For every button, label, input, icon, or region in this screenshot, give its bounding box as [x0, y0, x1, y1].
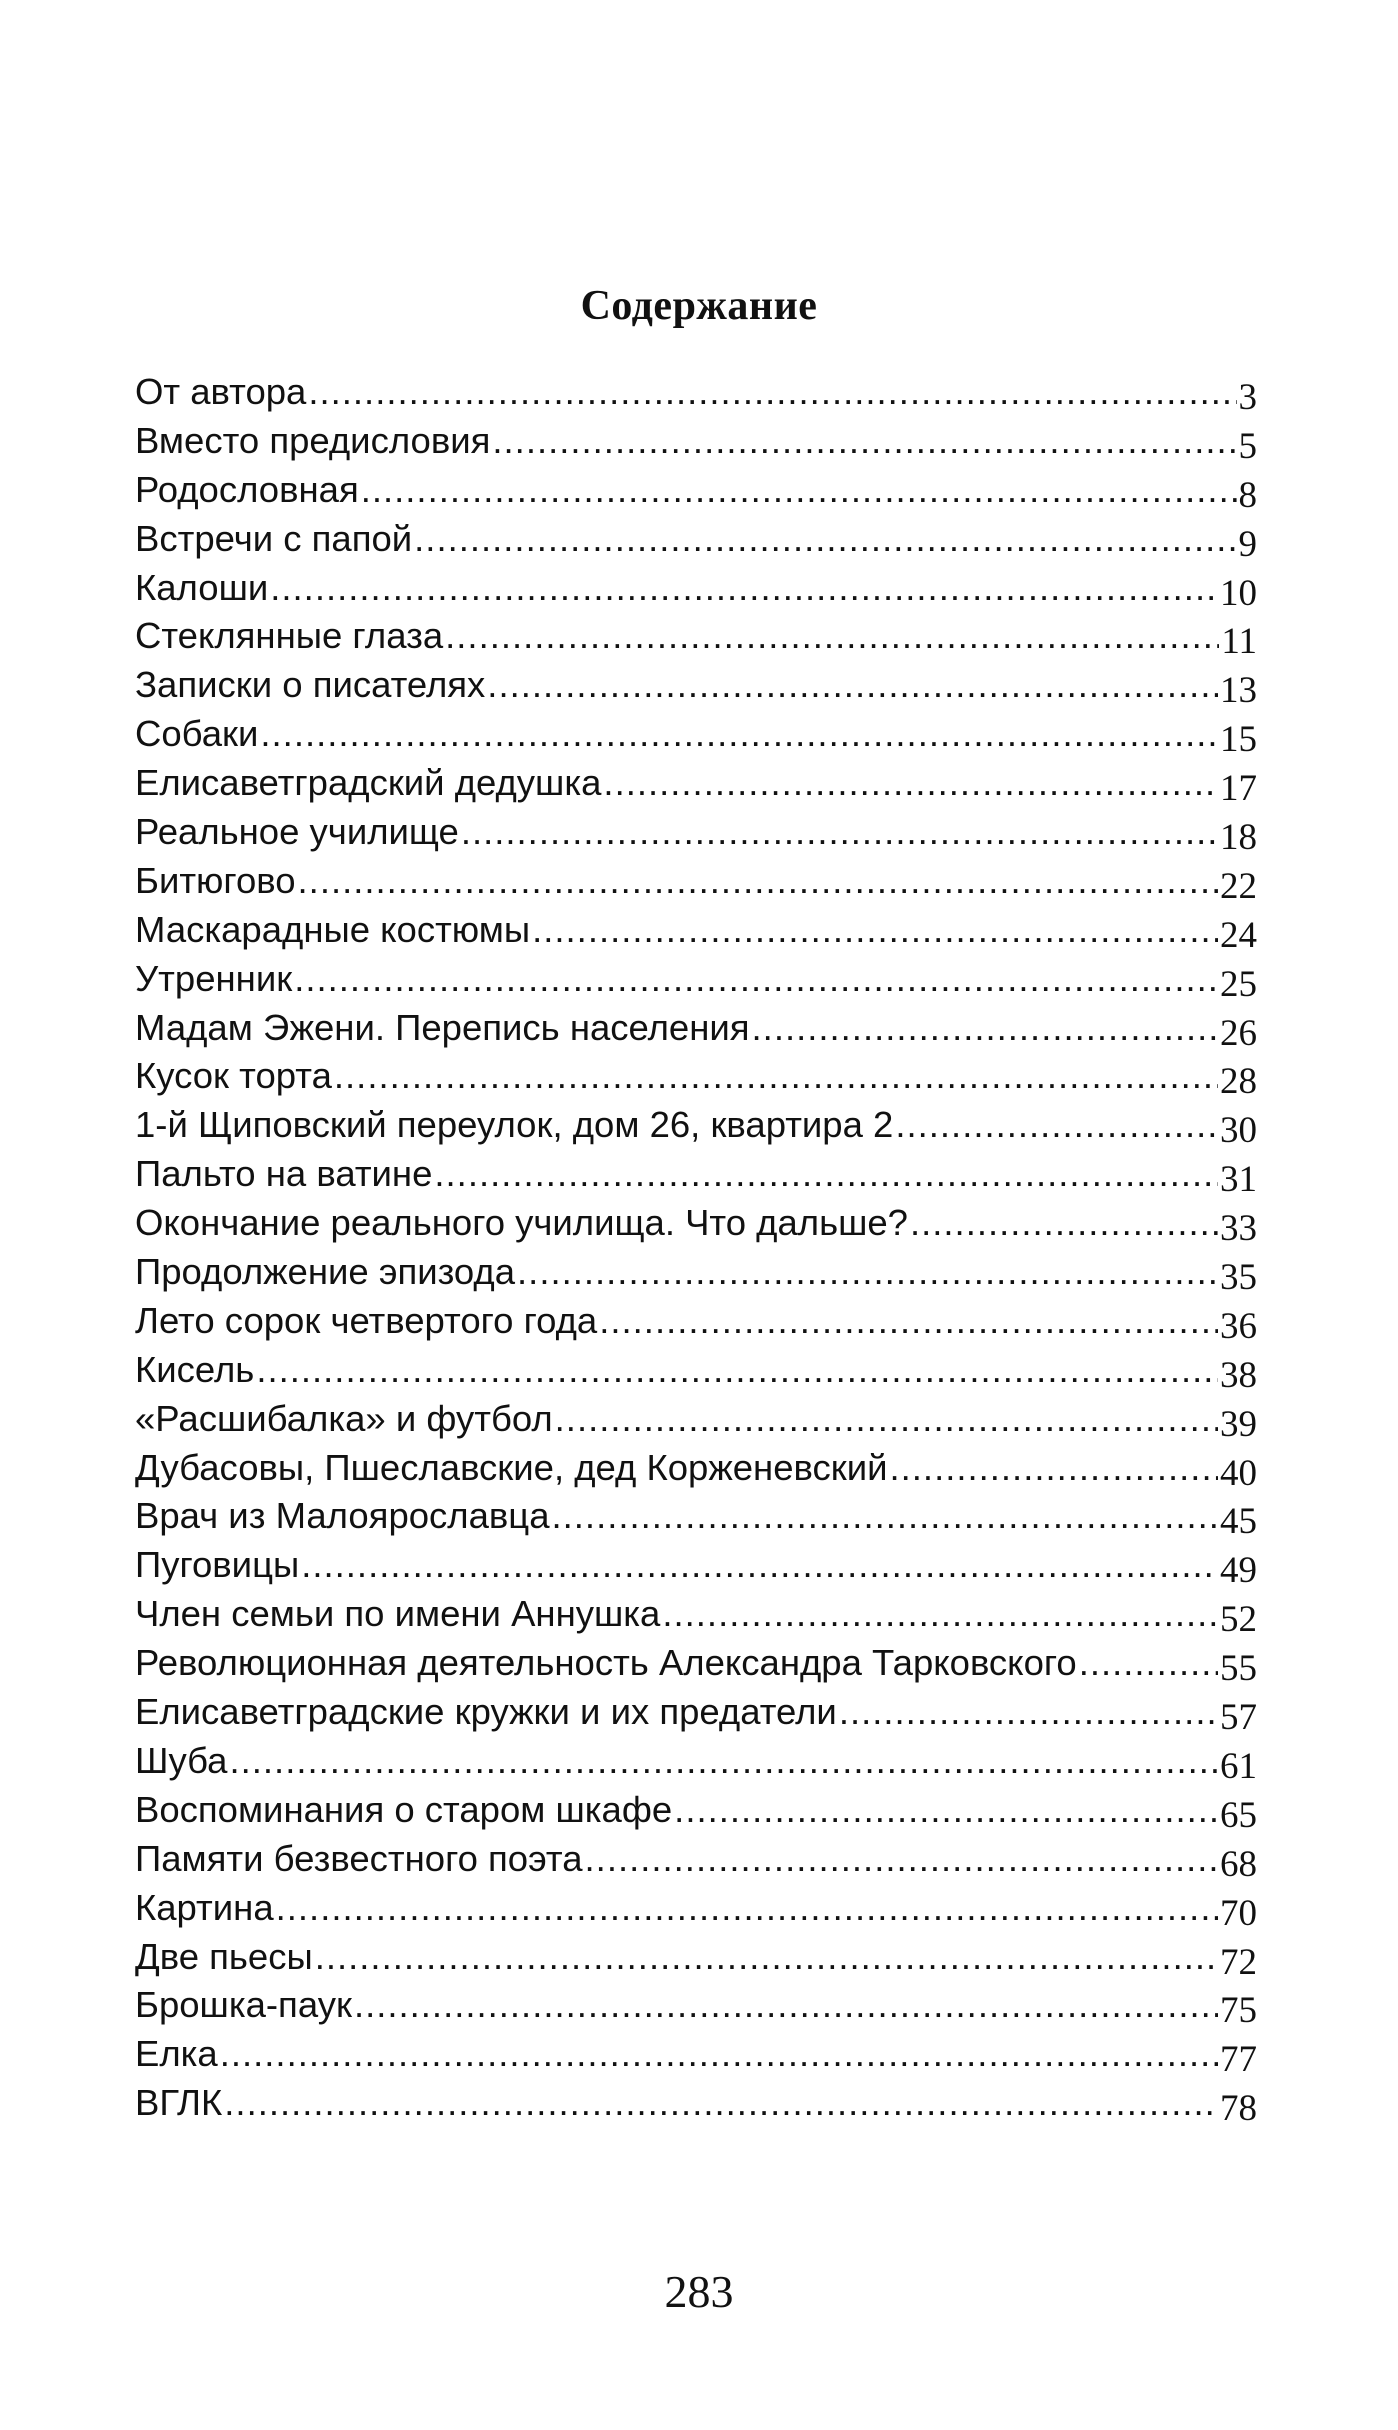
toc-entry-page: 5 — [1238, 425, 1257, 467]
toc-entry-page: 65 — [1220, 1794, 1257, 1836]
toc-entry-title: Член семьи по имени Аннушка — [135, 1593, 661, 1635]
toc-entry-page: 15 — [1220, 719, 1257, 761]
toc-entry-title: «Расшибалка» и футбол — [135, 1397, 553, 1439]
toc-entry — [135, 1639, 1257, 1688]
page-title: Содержание — [580, 283, 818, 329]
dot-leader — [461, 808, 1218, 857]
toc-entry-page: 24 — [1220, 914, 1257, 956]
toc-entry-title: Родословная — [135, 468, 359, 510]
toc-entry-title: 1-й Щиповский переулок, дом 26, квартира 2 — [135, 1104, 894, 1146]
toc-entry — [135, 1346, 1257, 1395]
toc-entry-title: Врач из Малоярославца — [135, 1495, 550, 1537]
toc-entry-page: 52 — [1220, 1599, 1257, 1641]
toc-entry-page: 17 — [1220, 768, 1257, 810]
toc-entry — [135, 1199, 1257, 1248]
dot-leader — [308, 368, 1236, 417]
toc-entry-page: 25 — [1220, 963, 1257, 1005]
toc-entry — [135, 368, 1257, 417]
toc-entry-title: От автора — [135, 371, 307, 412]
dot-leader — [229, 1737, 1218, 1786]
toc-entry — [135, 2030, 1257, 2079]
toc-entry-page: 61 — [1220, 1745, 1257, 1787]
dot-leader — [910, 1199, 1218, 1248]
table-of-contents — [135, 368, 1257, 2128]
toc-entry-page: 38 — [1220, 1354, 1257, 1396]
toc-entry — [135, 1150, 1257, 1199]
toc-entry-page: 36 — [1220, 1305, 1257, 1347]
toc-entry-title: Две пьесы — [135, 1935, 313, 1977]
toc-entry — [135, 857, 1257, 906]
dot-leader — [276, 1884, 1218, 1933]
dot-leader — [270, 564, 1218, 613]
dot-leader — [552, 1492, 1219, 1541]
toc-entry-page: 78 — [1220, 2088, 1257, 2130]
toc-entry-title: Калоши — [135, 566, 269, 608]
dot-leader — [260, 710, 1218, 759]
toc-entry-title: Пуговицы — [135, 1544, 300, 1586]
toc-entry-title: Встречи с папой — [135, 517, 413, 559]
dot-leader — [487, 661, 1218, 710]
dot-leader — [315, 1933, 1218, 1982]
toc-entry-page: 49 — [1220, 1550, 1257, 1592]
dot-leader — [895, 1101, 1218, 1150]
toc-entry-title: Утренник — [135, 957, 293, 999]
toc-entry — [135, 1688, 1257, 1737]
toc-entry-page: 40 — [1220, 1452, 1257, 1494]
dot-leader — [839, 1688, 1218, 1737]
dot-leader — [294, 955, 1218, 1004]
toc-entry — [135, 1884, 1257, 1933]
toc-entry-title: Дубасовы, Пшеславские, дед Корженевский — [135, 1446, 888, 1488]
toc-entry-title: Вместо предисловия — [135, 419, 491, 461]
toc-entry-page: 35 — [1220, 1257, 1257, 1299]
toc-entry-title: Елисаветградские кружки и их предатели — [135, 1691, 837, 1733]
toc-entry-title: Собаки — [135, 713, 259, 755]
toc-entry-page: 39 — [1220, 1403, 1257, 1445]
toc-entry — [135, 1933, 1257, 1982]
toc-entry-page: 22 — [1220, 865, 1257, 907]
toc-entry — [135, 808, 1257, 857]
toc-entry-title: Записки о писателях — [135, 664, 486, 706]
toc-entry-page: 28 — [1220, 1061, 1257, 1103]
dot-leader — [492, 417, 1236, 466]
toc-entry — [135, 1395, 1257, 1444]
dot-leader — [361, 466, 1237, 515]
dot-leader — [603, 759, 1218, 808]
toc-entry — [135, 1297, 1257, 1346]
toc-entry — [135, 1737, 1257, 1786]
toc-entry — [135, 1835, 1257, 1884]
toc-entry-title: Мадам Эжени. Перепись населения — [135, 1006, 750, 1048]
dot-leader — [890, 1444, 1219, 1493]
toc-entry-page: 11 — [1221, 621, 1257, 663]
page-number: 283 — [664, 2266, 734, 2317]
toc-entry — [135, 759, 1257, 808]
toc-entry — [135, 1590, 1257, 1639]
toc-entry-title: Продолжение эпизода — [135, 1251, 516, 1293]
toc-entry-title: Кисель — [135, 1348, 255, 1390]
toc-entry-title: Окончание реального училища. Что дальше? — [135, 1202, 908, 1244]
dot-leader — [298, 857, 1218, 906]
dot-leader — [334, 1052, 1218, 1101]
toc-entry — [135, 1541, 1257, 1590]
dot-leader — [585, 1835, 1218, 1884]
dot-leader — [517, 1248, 1218, 1297]
toc-entry — [135, 417, 1257, 466]
toc-entry — [135, 1004, 1257, 1053]
toc-entry-title: Елка — [135, 2033, 218, 2075]
toc-entry — [135, 1981, 1257, 2030]
dot-leader — [752, 1004, 1218, 1053]
dot-leader — [674, 1786, 1218, 1835]
toc-entry-title: Маскарадные костюмы — [135, 908, 531, 950]
toc-entry-page: 3 — [1238, 377, 1257, 418]
toc-entry — [135, 1786, 1257, 1835]
toc-entry — [135, 955, 1257, 1004]
toc-entry-page: 33 — [1220, 1208, 1257, 1250]
toc-entry-title: Брошка-паук — [135, 1984, 352, 2026]
toc-entry-page: 18 — [1220, 817, 1257, 859]
toc-entry-page: 55 — [1220, 1648, 1257, 1690]
toc-entry — [135, 661, 1257, 710]
dot-leader — [256, 1346, 1218, 1395]
toc-entry — [135, 906, 1257, 955]
toc-entry-page: 9 — [1238, 523, 1257, 565]
dot-leader — [599, 1297, 1218, 1346]
toc-entry-page: 70 — [1220, 1892, 1257, 1934]
toc-entry-page: 75 — [1220, 1990, 1257, 2032]
toc-entry-title: Елисаветградский дедушка — [135, 762, 602, 804]
dot-leader — [224, 2079, 1218, 2128]
dot-leader — [434, 1150, 1218, 1199]
toc-entry-page: 77 — [1220, 2039, 1257, 2081]
toc-entry-page: 68 — [1220, 1843, 1257, 1885]
dot-leader — [1079, 1639, 1218, 1688]
toc-entry-page: 26 — [1220, 1012, 1257, 1054]
toc-entry-title: Пальто на ватине — [135, 1153, 433, 1195]
toc-entry — [135, 2079, 1257, 2128]
toc-entry-title: Лето сорок четвертого года — [135, 1299, 598, 1341]
toc-entry-page: 72 — [1220, 1941, 1257, 1983]
toc-entry-page: 13 — [1220, 670, 1257, 712]
toc-entry — [135, 1101, 1257, 1150]
dot-leader — [662, 1590, 1218, 1639]
toc-entry-title: ВГЛК — [135, 2082, 223, 2124]
toc-entry-page: 31 — [1220, 1159, 1257, 1201]
toc-entry-page: 10 — [1220, 572, 1257, 614]
toc-entry — [135, 1444, 1257, 1493]
toc-entry — [135, 612, 1257, 661]
toc-entry — [135, 710, 1257, 759]
toc-entry-title: Картина — [135, 1886, 274, 1928]
toc-entry-title: Стеклянные глаза — [135, 615, 444, 657]
toc-entry-title: Битюгово — [135, 859, 296, 901]
toc-entry-page: 30 — [1220, 1110, 1257, 1152]
dot-leader — [301, 1541, 1218, 1590]
toc-entry-title: Революционная деятельность Александра Тарковского — [135, 1642, 1077, 1684]
toc-entry — [135, 1248, 1257, 1297]
toc-entry — [135, 1052, 1257, 1101]
dot-leader — [220, 2030, 1218, 2079]
toc-entry — [135, 564, 1257, 613]
dot-leader — [445, 612, 1219, 661]
toc-entry-title: Реальное училище — [135, 811, 459, 853]
toc-entry — [135, 1492, 1257, 1541]
dot-leader — [532, 906, 1218, 955]
toc-entry-page: 45 — [1220, 1501, 1257, 1543]
toc-entry-title: Кусок торта — [135, 1055, 332, 1097]
dot-leader — [354, 1981, 1218, 2030]
dot-leader — [414, 515, 1236, 564]
dot-leader — [555, 1395, 1218, 1444]
toc-entry — [135, 515, 1257, 564]
toc-entry-page: 8 — [1238, 474, 1257, 516]
toc-entry — [135, 466, 1257, 515]
toc-entry-title: Воспоминания о старом шкафе — [135, 1788, 673, 1830]
toc-entry-title: Памяти безвестного поэта — [135, 1837, 583, 1879]
toc-entry-title: Шуба — [135, 1739, 228, 1781]
toc-entry-page: 57 — [1220, 1697, 1257, 1739]
